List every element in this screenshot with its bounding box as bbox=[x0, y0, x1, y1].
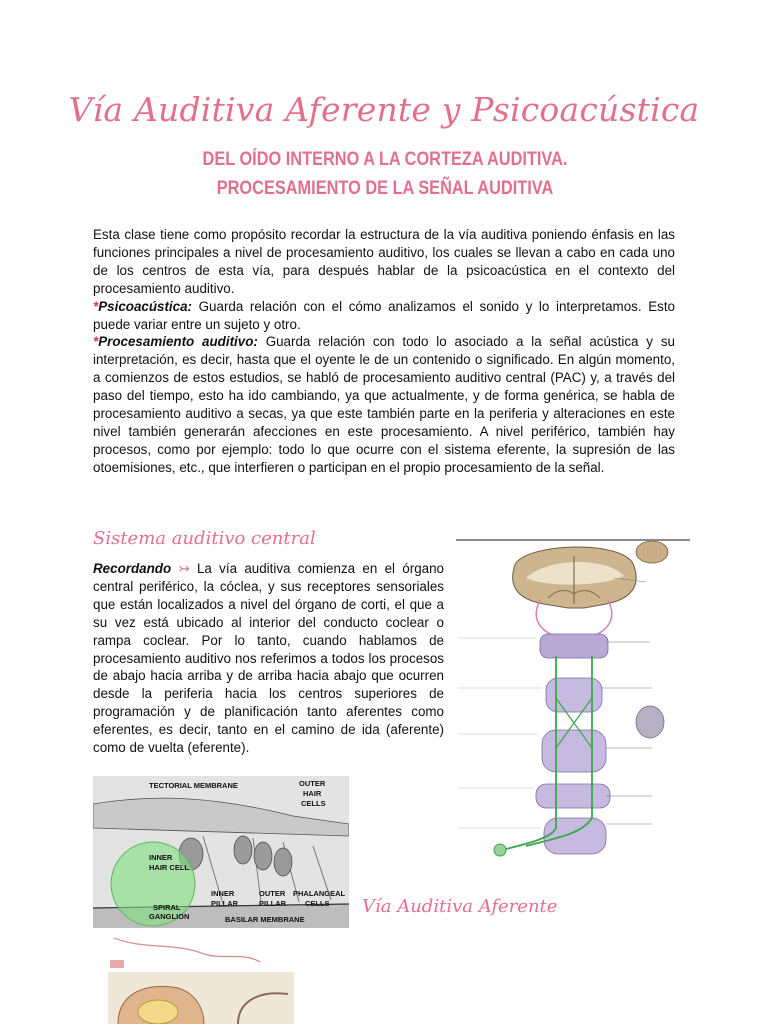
pathway-partial-illustration bbox=[104, 932, 264, 970]
spiral-ganglion-label: SPIRAL bbox=[153, 903, 181, 912]
tectorial-membrane-label: TECTORIAL MEMBRANE bbox=[149, 781, 238, 790]
inner-pillar-label-2: PILLAR bbox=[211, 899, 239, 908]
asterisk-marker: * bbox=[93, 298, 99, 314]
psicoacustica-definition bbox=[93, 298, 675, 334]
procesamiento-text: Guarda relación con todo lo asociado a la señal acústica y su interpretación, es decir, hasta que el oyente le de un contenido o significado. En algún momento, a comienzos de estos estudios, se habló de procesamiento auditivo central (PAC) y, a través del paso del tiempo, esto ha ido cambiando, ya que actualmente, y de forma genérica, se habla de procesamiento auditivo a secas, ya que este también parte en la periferia y alteraciones en este nivel también generarán afecciones en este procesamiento. A nivel periférico, también hay procesos, como por ejemplo: todo lo que ocurre con el sistema eferente, la supresión de las otoemisiones, etc., que interfieren o participan en el propio procesamiento de la señal. bbox=[93, 334, 675, 475]
page-subtitle: DEL OÍDO INTERNO A LA CORTEZA AUDITIVA. PROCESAMIENTO DE LA SEÑAL AUDITIVA bbox=[202, 149, 568, 199]
recordando-lead: Recordando bbox=[93, 561, 172, 576]
auditory-pathway-figure bbox=[456, 538, 690, 868]
procesamiento-definition bbox=[93, 333, 675, 476]
outer-hair-cells-label-3: CELLS bbox=[301, 799, 326, 808]
organ-of-corti-figure bbox=[93, 776, 349, 928]
inner-hair-cell-label: INNER bbox=[149, 853, 173, 862]
outer-pillar-label: OUTER bbox=[259, 889, 286, 898]
intro-section bbox=[93, 226, 675, 477]
organ-of-corti-illustration bbox=[93, 776, 349, 928]
intro-paragraph: Esta clase tiene como propósito recordar la estructura de la vía auditiva poniendo énfasis en las funciones principales a nivel de procesamiento auditivo, los cuales se llevan a cabo en cada uno de los centros de esta vía, para después hablar de la psicoacústica en el contexto del procesamiento auditivo. bbox=[93, 227, 675, 296]
psicoacustica-text: Guarda relación con el cómo analizamos el sonido y lo interpretamos. Esto puede variar entre un sujeto y otro. bbox=[93, 298, 675, 332]
ear-partial-figure bbox=[108, 972, 294, 1024]
outer-hair-cells-label-2: HAIR bbox=[303, 789, 322, 798]
procesamiento-term: Procesamiento auditivo: bbox=[98, 334, 258, 350]
section-heading-aferente: Vía Auditiva Aferente bbox=[362, 896, 558, 917]
basilar-membrane-label: BASILAR MEMBRANE bbox=[225, 915, 305, 924]
ear-partial-illustration bbox=[108, 972, 294, 1024]
page-title: Vía Auditiva Aferente y Psicoacústica bbox=[68, 90, 700, 129]
asterisk-marker: * bbox=[93, 334, 99, 350]
arrow-icon: ↣ bbox=[178, 561, 190, 576]
psicoacustica-term: Psicoacústica: bbox=[98, 298, 192, 314]
pathway-partial-figure bbox=[104, 932, 264, 970]
inner-pillar-label: INNER bbox=[211, 889, 235, 898]
spiral-ganglion-label-2: GANGLION bbox=[149, 912, 190, 921]
phalangeal-cells-label: PHALANGEAL bbox=[293, 889, 346, 898]
outer-hair-cells-label: OUTER bbox=[299, 779, 326, 788]
phalangeal-cells-label-2: CELLS bbox=[305, 899, 330, 908]
auditory-pathway-illustration bbox=[456, 538, 690, 868]
outer-pillar-label-2: PILLAR bbox=[259, 899, 287, 908]
section-heading-central: Sistema auditivo central bbox=[93, 528, 316, 549]
inner-hair-cell-label-2: HAIR CELL bbox=[149, 863, 189, 872]
central-text: La vía auditiva comienza en el órgano central periférico, la cóclea, y sus receptores sensoriales que están localizados a nivel del órgano de corti, el que a su vez está ubicado al interior del conducto coclear o rampa coclear. Por lo tanto, cuando hablamos de procesamiento auditivo nos referimos a todos los procesos de abajo hacia arriba y de arriba hacia abajo que ocurren desde la periferia hacia los centros superiores de programación y de planificación tanto aferentes como eferentes, es decir, tanto en el camino de ida (aferente) como de vuelta (eferente). bbox=[93, 561, 444, 756]
central-paragraph bbox=[93, 560, 444, 757]
